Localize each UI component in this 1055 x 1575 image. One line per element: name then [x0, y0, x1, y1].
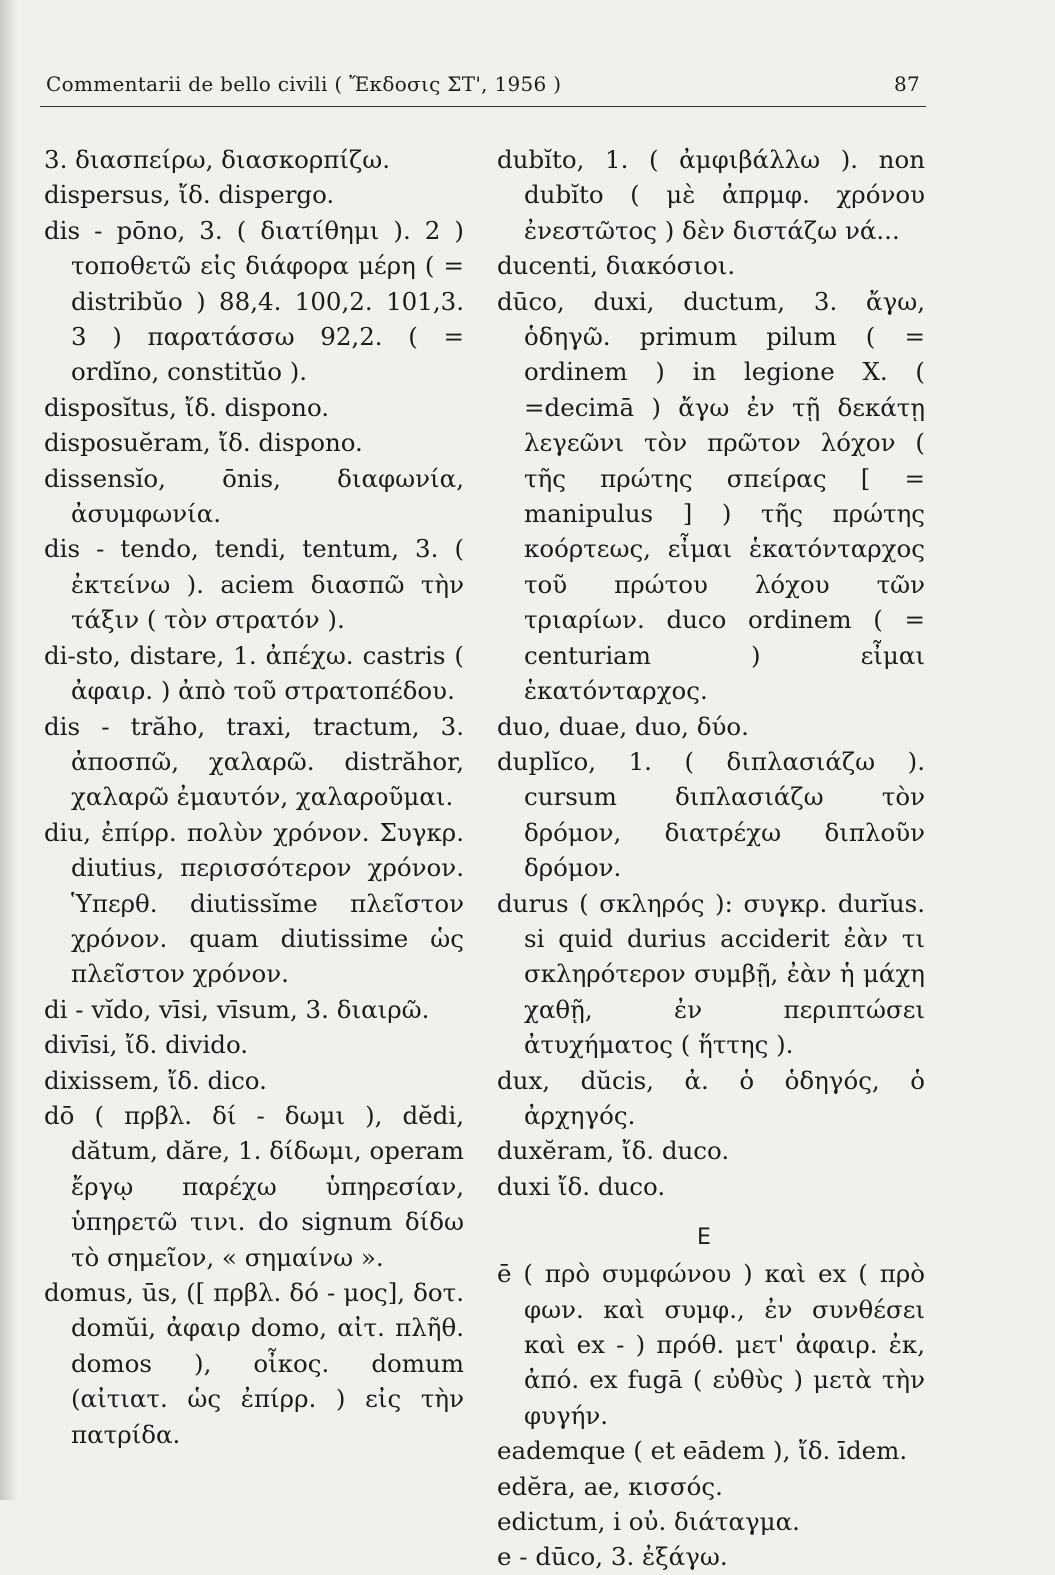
dictionary-entry: edĕra, ae, κισσός. [497, 1471, 723, 1501]
dictionary-entry: dispersus, ἴδ. dispergo. [44, 180, 335, 210]
dictionary-entry: duxi ἴδ. duco. [497, 1171, 666, 1201]
dictionary-entry: 3. διασπείρω, διασκορπίζω. [44, 145, 390, 174]
dictionary-entry: dis - tendo, tendi, tentum, 3. ( ἐκτείνω ). aciem διασπῶ τὴν τάξιν ( τὸν στρατόν ). [44, 534, 464, 635]
dictionary-entry: dixissem, ἴδ. dico. [44, 1065, 267, 1095]
dictionary-entry: di-sto, distare, 1. ἀπέχω. castris ( ἀφαιρ. ) ἀπὸ τοῦ στρατοπέδου. [44, 640, 464, 706]
dictionary-entry: dux, dŭcis, ἀ. ὁ ὁδηγός, ὁ ἀρχηγός. [497, 1065, 925, 1130]
dictionary-entry: dissensĭo, ōnis, διαφωνία, ἀσυμφωνία. [44, 463, 464, 529]
dictionary-entry: duxĕram, ἴδ. duco. [497, 1136, 730, 1166]
dictionary-entry: disposuĕram, ἴδ. dispono. [44, 428, 363, 458]
page-edge-shadow [0, 0, 18, 1500]
dictionary-entry: domus, ūs, ([ πρβλ. δό - μος], δοτ. domŭi, ἀφαιρ domo, αἰτ. πλῆθ. domos ), οἶκος. domum (αἰτιατ. ὡς ἐπίρρ. ) εἰς τὴν πατρίδα. [44, 1278, 464, 1449]
right-column [497, 142, 925, 1575]
dictionary-entry: duo, duae, duo, δύο. [497, 711, 749, 741]
dictionary-entry: duplĭco, 1. ( διπλασιάζω ). cursum διπλασιάζω τὸν δρόμον, διατρέχω διπλοῦν δρόμον. [497, 746, 925, 883]
left-column [44, 142, 464, 1452]
dictionary-entry: dubĭto, 1. ( ἀμφιβάλλω ). non dubĭto ( μὲ ἀπρμφ. χρόνου ἐνεστῶτος ) δὲν διστάζω νά... [497, 145, 925, 245]
dictionary-entry: divīsi, ἴδ. divido. [44, 1030, 249, 1060]
dictionary-entry: dūco, duxi, ductum, 3. ἄγω, ὁδηγῶ. primum pilum ( = ordinem ) in legione X. ( =decimā ) ἄγω ἐν τῇ δεκάτῃ λεγεῶνι τὸν πρῶτον λόχον ( τῆς πρώτης σπείρας [ = manipulus ] ) τῆς πρώτης κοόρτεως, εἶμαι ἑκατόνταρχος τοῦ πρώτου λόχου τῶν τριαρίων. duco ordinem ( = centuriam ) εἶμαι ἑκατόνταρχος. [497, 286, 925, 706]
dictionary-entry: disposĭtus, ἴδ. dispono. [44, 392, 330, 422]
dictionary-entry: dis - pōno, 3. ( διατίθημι ). 2 ) τοποθετῶ εἰς διάφορα μέρη ( = distribŭo ) 88,4. 100,2. 101,3. 3 ) παρατάσσω 92,2. ( = ordĭno, constitŭo ). [44, 215, 464, 387]
page-number: 87 [893, 72, 920, 96]
running-head [46, 72, 926, 106]
dictionary-entry: diu, ἐπίρρ. πολὺν χρόνον. Συγκρ. diutius, περισσότερον χρόνον. Ὑπερθ. diutissĭme πλεῖστον χρόνον. quam diutissime ὡς πλεῖστον χρόνον. [44, 817, 464, 989]
dictionary-entry: di - vĭdo, vīsi, vīsum, 3. διαιρῶ. [44, 994, 430, 1024]
dictionary-entry: durus ( σκληρός ): συγκρ. durĭus. si quid durius acciderit ἐὰν τι σκληρότερον συμβῇ, ἐὰν ἡ μάχη χαθῇ, ἐν περιπτώσει ἀτυχήματος ( ἥττης ). [497, 888, 925, 1060]
dictionary-entry: eademque ( et eādem ), ἴδ. īdem. [497, 1436, 908, 1466]
dictionary-entry: ducenti, διακόσιοι. [497, 251, 736, 281]
dictionary-entry: dō ( πρβλ. δί - δωμι ), dĕdi, dătum, dăre, 1. δίδωμι, operam ἔργῳ παρέχω ὑπηρεσίαν, ὑπηρετῶ τινι. do signum δίδω τὸ σημεῖον, « σημαίνω ». [44, 1100, 464, 1272]
dictionary-entry: e - dūco, 3. ἐξάγω. [497, 1542, 728, 1572]
section-letter-heading: E [697, 1225, 711, 1251]
running-head-title: Commentarii de bello civili ( Ἔκδοσις ΣΤ', 1956 ) [46, 72, 562, 96]
header-rule [40, 106, 926, 107]
dictionary-entry: dis - trăho, traxi, tractum, 3. ἀποσπῶ, χαλαρῶ. distrăhor, χαλαρῶ ἐμαυτόν, χαλαροῦμαι. [44, 711, 464, 812]
dictionary-entry: edictum, i οὐ. διάταγμα. [497, 1507, 800, 1537]
dictionary-entry: ē ( πρὸ συμφώνου ) καὶ ex ( πρὸ φων. καὶ συμφ., ἐν συνθέσει καὶ ex - ) πρόθ. μετ' ἀφαιρ. ἐκ, ἀπό. ex fugā ( εὐθὺς ) μετὰ τὴν φυγήν. [497, 1259, 925, 1430]
